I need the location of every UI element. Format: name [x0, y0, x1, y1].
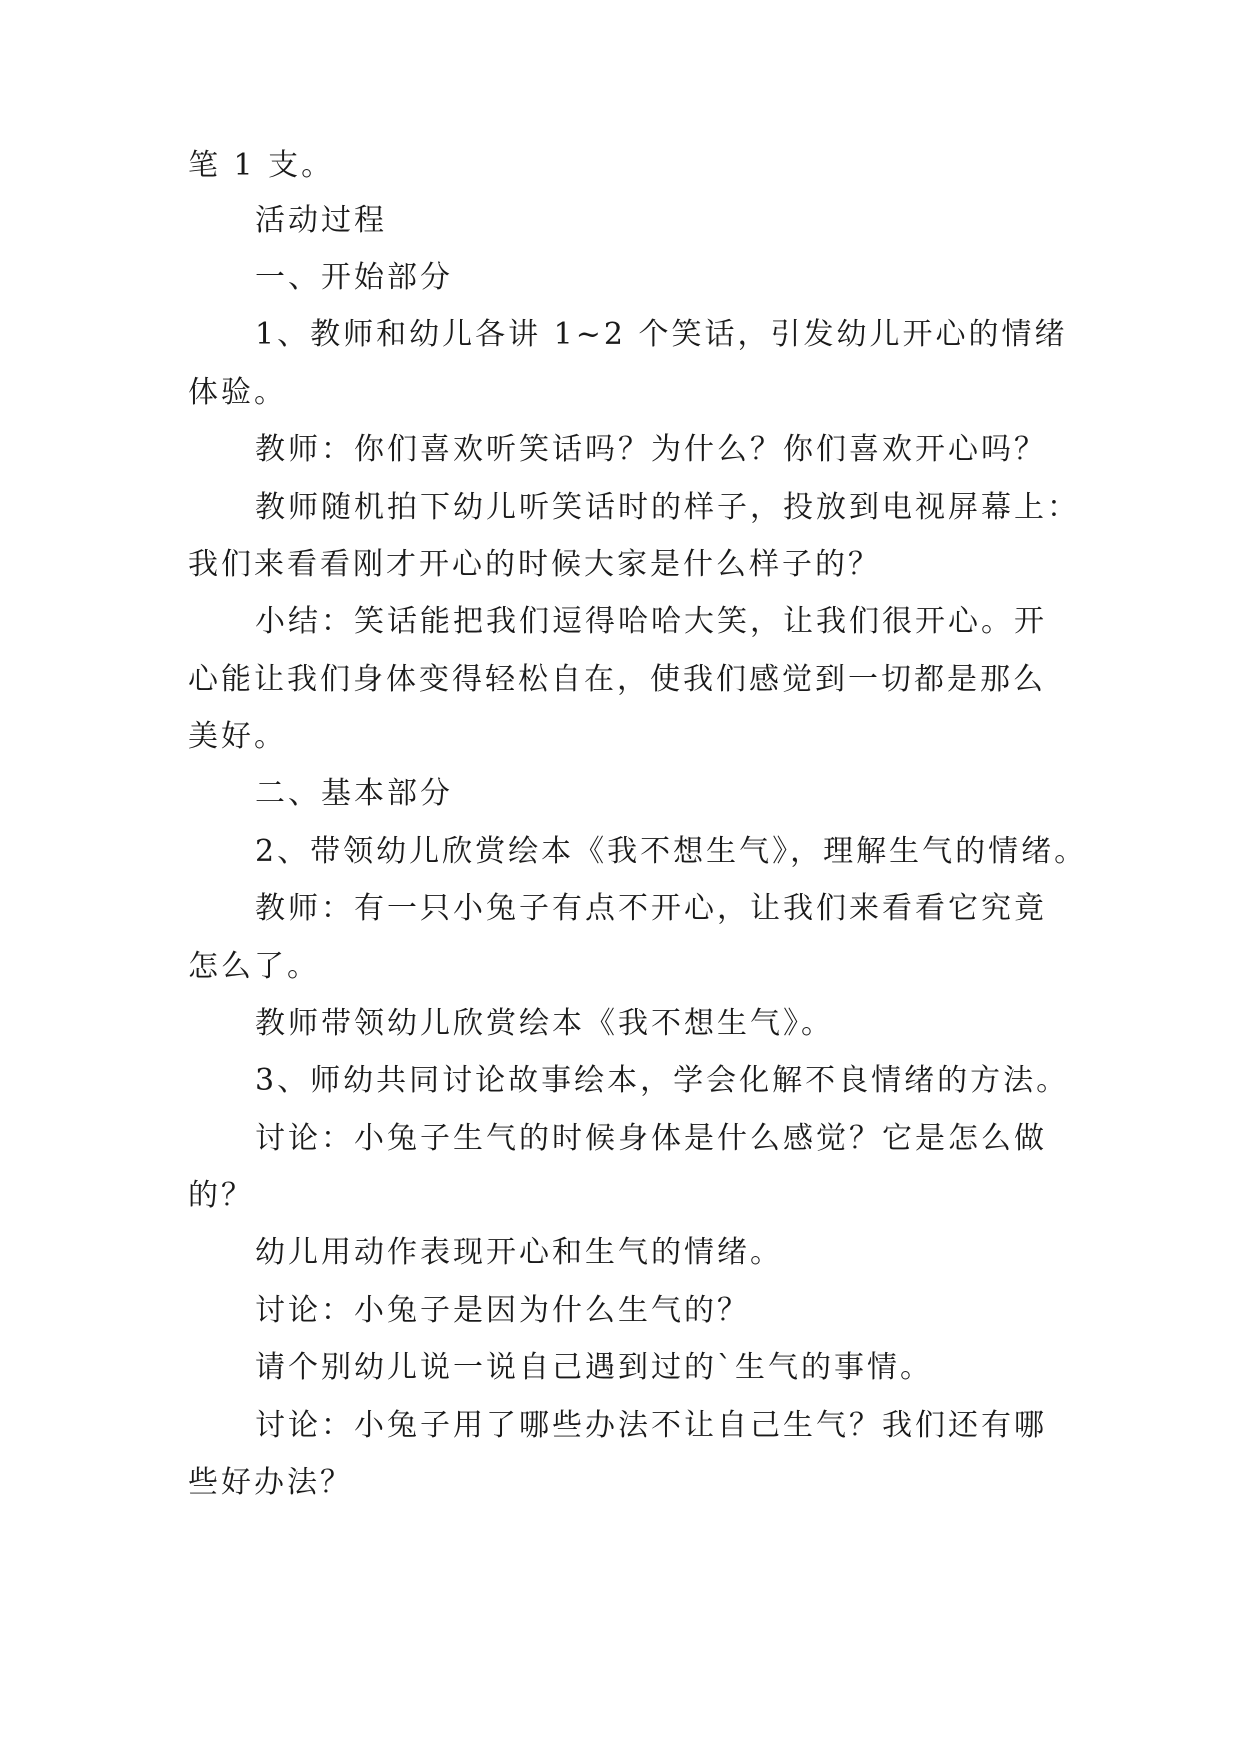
text-line: 活动过程: [255, 203, 387, 238]
text-line: 讨论：小兔子用了哪些办法不让自己生气？我们还有哪: [255, 1408, 1047, 1443]
text-line: 2、带领幼儿欣赏绘本《我不想生气》，理解生气的情绪。: [255, 834, 1088, 869]
text-line: 体验。: [188, 375, 287, 410]
text-line: 教师：有一只小兔子有点不开心，让我们来看看它究竟: [255, 891, 1047, 926]
text-line: 心能让我们身体变得轻松自在，使我们感觉到一切都是那么: [188, 662, 1046, 697]
text-line: 美好。: [188, 719, 287, 754]
text-line: 讨论：小兔子生气的时候身体是什么感觉？它是怎么做: [255, 1121, 1047, 1156]
text-line: 教师带领幼儿欣赏绘本《我不想生气》。: [255, 1006, 834, 1041]
text-line: 教师随机拍下幼儿听笑话时的样子，投放到电视屏幕上：: [255, 490, 1080, 525]
text-line: 怎么了。: [188, 949, 320, 984]
text-line: 的？: [188, 1178, 254, 1213]
text-line: 我们来看看刚才开心的时候大家是什么样子的？: [188, 547, 881, 582]
text-line: 3、师幼共同讨论故事绘本，学会化解不良情绪的方法。: [255, 1063, 1070, 1098]
text-line: 讨论：小兔子是因为什么生气的？: [255, 1293, 750, 1328]
text-line: 教师：你们喜欢听笑话吗？为什么？你们喜欢开心吗？: [255, 432, 1047, 467]
text-line: 些好办法？: [188, 1465, 353, 1500]
text-line: 请个别幼儿说一说自己遇到过的`生气的事情。: [255, 1350, 933, 1385]
text-line: 1、教师和幼儿各讲 1~2 个笑话，引发幼儿开心的情绪: [255, 317, 1068, 352]
text-line: 笔 1 支。: [188, 148, 335, 183]
section-heading: 一、开始部分: [255, 260, 453, 295]
text-line: 幼儿用动作表现开心和生气的情绪。: [255, 1235, 783, 1270]
text-line: 小结：笑话能把我们逗得哈哈大笑，让我们很开心。开: [255, 604, 1047, 639]
section-heading: 二、基本部分: [255, 776, 453, 811]
